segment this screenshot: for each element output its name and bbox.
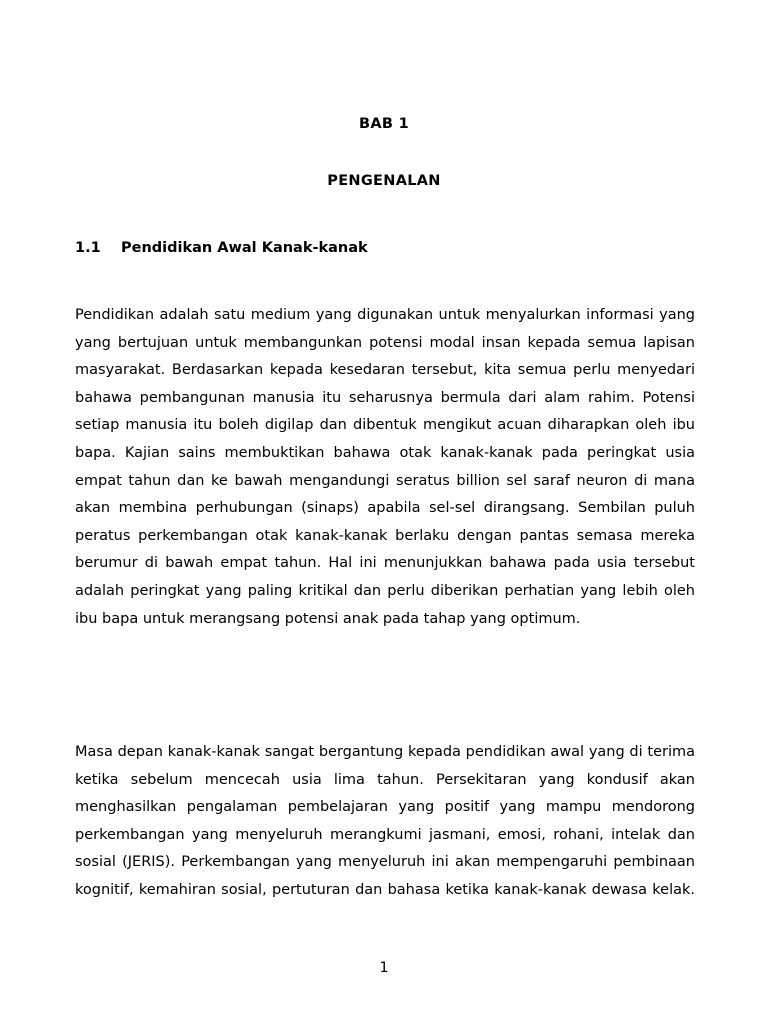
chapter-label: BAB 1 — [359, 116, 409, 132]
chapter-title: PENGENALAN — [327, 173, 441, 189]
body-paragraph: Masa depan kanak-kanak sangat bergantung kepada pendidikan awal yang di terima ketika sebelum mencecah usia lima tahun. Persekitaran yang kondusif akan menghasilkan pengalaman pembelajaran yang positif yang mampu mendorong perkembangan yang menyeluruh merangkumi jasmani, emosi, rohani, intelak dan sosial (JERIS). Perkembangan yang menyeluruh ini akan mempengaruhi pembinaan kognitif, kemahiran sosial, pertuturan dan bahasa ketika kanak-kanak dewasa kelak. — [75, 744, 695, 898]
body-paragraph: Pendidikan adalah satu medium yang digunakan untuk menyalurkan informasi yang yang bertujuan untuk membangunkan potensi modal insan kepada semua lapisan masyarakat. Berdasarkan kepada kesedaran tersebut, kita semua perlu menyedari bahawa pembangunan manusia itu seharusnya bermula dari alam rahim. Potensi setiap manusia itu boleh digilap dan dibentuk mengikut acuan diharapkan oleh ibu bapa. Kajian sains membuktikan bahawa otak kanak-kanak pada peringkat usia empat tahun dan ke bawah mengandungi seratus billion sel saraf neuron di mana akan membina perhubungan (sinaps) apabila sel-sel dirangsang. Sembilan puluh peratus perkembangan otak kanak-kanak berlaku dengan pantas semasa mereka berumur di bawah empat tahun. Hal ini menunjukkan bahawa pada usia tersebut adalah peringkat yang paling kritikal dan perlu diberikan perhatian yang lebih oleh ibu bapa untuk merangsang potensi anak pada tahap yang optimum. — [75, 307, 695, 627]
section-heading — [75, 240, 368, 256]
section-number: 1.1 — [75, 240, 101, 256]
section-title: Pendidikan Awal Kanak-kanak — [121, 240, 368, 256]
page-number: 1 — [379, 960, 389, 976]
